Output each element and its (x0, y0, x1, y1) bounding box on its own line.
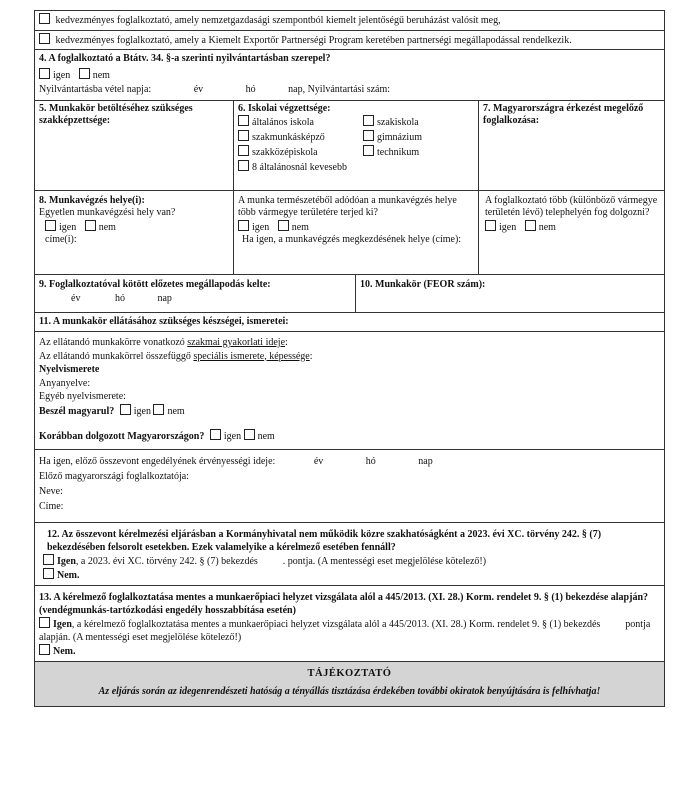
single-place-question: Egyetlen munkavégzési hely van? (39, 207, 176, 218)
year-label: év (193, 84, 204, 95)
form-page (34, 10, 665, 707)
checkbox-yes[interactable] (45, 220, 56, 231)
mother-tongue-label: Anyanyelve: (39, 377, 91, 389)
month-label: hó (245, 84, 256, 95)
section-4 (34, 50, 665, 101)
previous-employer-label: Előző magyarországi foglalkoztatója: (39, 471, 189, 483)
info-banner-title: TÁJÉKOZTATÓ (307, 668, 392, 680)
top-check-row-1 (34, 10, 665, 31)
info-banner-text: Az eljárás során az idegenrendészeti hatóság a tényállás tisztázása érdekében további okiratok benyújtására is felhívhatja! (98, 686, 601, 698)
section-10 (355, 275, 664, 312)
checkbox-yes[interactable] (210, 429, 221, 440)
checkbox-no[interactable] (39, 644, 50, 655)
speaks-hungarian-question: Beszél magyarul? (39, 405, 115, 417)
day-label: nap (157, 293, 172, 304)
checkbox[interactable] (238, 115, 249, 126)
checkbox-no[interactable] (244, 429, 255, 440)
no-label: nem (257, 430, 275, 442)
section-8-left (35, 191, 233, 274)
no-label: nem (167, 405, 185, 417)
section-13 (34, 586, 665, 662)
checkbox[interactable] (39, 33, 50, 44)
text: Az ellátandó munkakörrel összefüggő (39, 350, 194, 362)
yes-detail: , a kérelmező foglalkoztatása mentes a munkaerőpiaci helyzet vizsgálata alól a 445/2013. (XI. 28.) Korm. rendelet 9. § (1) bekezdés pontja alapján. (A mentességi eset megjelölése kötelező!) (39, 619, 653, 644)
checkbox-no[interactable] (79, 68, 90, 79)
multi-site-question: A foglalkoztató több (különböző vármegye területén lévő) telephelyén fog dolgozni? (485, 194, 658, 218)
month-label: hó (365, 456, 376, 468)
checkbox-yes[interactable] (43, 554, 54, 565)
checkbox[interactable] (238, 130, 249, 141)
text: : (309, 350, 313, 362)
registration-date-label: Nyilvántartásba vétel napja: (39, 84, 152, 95)
checkbox-yes[interactable] (238, 220, 249, 231)
section-10-title: 10. Munkakör (FEOR szám): (360, 278, 486, 290)
checkbox-yes[interactable] (485, 220, 496, 231)
checkbox-no[interactable] (525, 220, 536, 231)
address-label: címe(i): (45, 234, 77, 245)
yes-label: igen (499, 221, 517, 233)
edu-option: szakmunkásképző (252, 132, 325, 143)
year-label: év (71, 293, 81, 304)
yes-label: igen (53, 69, 71, 81)
checkbox-no[interactable] (153, 404, 164, 415)
edu-option: 8 általánosnál kevesebb (252, 162, 347, 173)
no-label: Nem. (53, 646, 76, 658)
checkbox-yes[interactable] (39, 68, 50, 79)
name-label: Neve: (39, 486, 63, 498)
no-label: Nem. (57, 570, 80, 582)
checkbox-no[interactable] (85, 220, 96, 231)
no-label: nem (98, 221, 116, 233)
section-7 (478, 101, 664, 190)
section-11-header (34, 313, 665, 333)
section-11-title: 11. A munkakör ellátásához szükséges készségei, ismeretei: (39, 315, 289, 327)
yes-detail: , a 2023. évi XC. törvény 242. § (7) bekezdés . pontja. (A mentességi eset megjelölése kötelező!) (75, 556, 487, 568)
language-heading: Nyelvismerete (39, 364, 100, 376)
section-11-previous (34, 450, 665, 523)
yes-label: Igen (53, 619, 72, 631)
no-label: nem (291, 221, 309, 233)
checkbox-no[interactable] (278, 220, 289, 231)
section-8 (34, 191, 665, 275)
yes-label: Igen (57, 556, 76, 568)
checkbox[interactable] (363, 115, 374, 126)
address-label: Címe: (39, 501, 64, 513)
yes-label: igen (59, 221, 77, 233)
month-label: hó (114, 293, 125, 304)
yes-label: igen (223, 430, 242, 442)
section-5-title: 5. Munkakör betöltéséhez szükséges szakképzettsége: (39, 102, 193, 126)
start-place-label: Ha igen, a munkavégzés megkezdésének helye (címe): (242, 234, 462, 245)
section-13-title: 13. A kérelmező foglalkoztatása mentes a munkaerőpiaci helyzet vizsgálata alól a 445/2013. (XI. 28.) Korm. rendelet 9. § (1) bekezdése alapján? (vendégmunkás-tartózkodási engedély hosszabbítása esetén) (39, 592, 648, 617)
top-check-label-2: kedvezményes foglalkoztató, amely a Kiemelt Exportőr Partnerségi Program keretében partnerségi megállapodással rendelkezik. (55, 34, 572, 46)
other-language-label: Egyéb nyelvismerete: (39, 391, 126, 403)
skills-line (39, 350, 660, 364)
sections-5-6-7 (34, 101, 665, 191)
section-5 (35, 101, 233, 190)
text: Az ellátandó munkakörre vonatkozó (39, 337, 188, 348)
checkbox[interactable] (238, 160, 249, 171)
yes-label: igen (252, 221, 270, 233)
checkbox[interactable] (363, 145, 374, 156)
year-label: év (313, 456, 324, 468)
day-label: nap, Nyilvántartási szám: (288, 84, 391, 95)
info-banner (34, 662, 665, 707)
day-label: nap (418, 456, 433, 468)
section-6-title: 6. Iskolai végzettsége: (238, 102, 331, 114)
checkbox[interactable] (238, 145, 249, 156)
no-label: nem (92, 69, 110, 81)
multi-county-question: A munka természetéből adódóan a munkavégzés helye több vármegye területére terjed ki? (238, 194, 457, 218)
section-7-title: 7. Magyarországra érkezést megelőző foglalkozása: (483, 102, 644, 126)
edu-option: gimnázium (377, 132, 422, 143)
section-12-title: 12. Az összevont kérelmezési eljárásban a Kormányhivatal nem működik közre szakhatóságként a 2023. évi XC. törvény 242. § (7) bekezdésében felsorolt esetekben. Ezek valamelyike a kérelmező esetében fennáll? (47, 529, 602, 554)
worked-in-hungary-question: Korábban dolgozott Magyarországon? (39, 430, 205, 442)
checkbox[interactable] (39, 13, 50, 24)
edu-option: szakközépiskola (252, 147, 318, 158)
section-12 (34, 523, 665, 586)
section-8-mid (233, 191, 478, 274)
section-4-title: 4. A foglalkoztató a Btátv. 34. §-a szerinti nyilvántartásban szerepel? (39, 53, 331, 64)
checkbox-yes[interactable] (39, 617, 50, 628)
edu-option: általános iskola (252, 117, 314, 128)
practice-term: szakmai gyakorlati ideje (187, 337, 286, 348)
checkbox-no[interactable] (43, 568, 54, 579)
previous-permit-label: Ha igen, előző összevont engedélyének érvényességi ideje: (39, 456, 276, 468)
practice-line (39, 336, 660, 350)
top-check-label-1: kedvezményes foglalkoztató, amely nemzetgazdasági szempontból kiemelt jelentőségű beruházást valósít meg, (55, 15, 501, 26)
section-9 (35, 275, 355, 312)
no-label: nem (538, 221, 556, 233)
sections-9-10 (34, 275, 665, 313)
checkbox[interactable] (363, 130, 374, 141)
section-11-body (34, 332, 665, 450)
text: : (285, 337, 288, 348)
section-9-title: 9. Foglalkoztatóval kötött előzetes megállapodás kelte: (39, 278, 271, 290)
checkbox-yes[interactable] (120, 404, 131, 415)
section-6 (233, 101, 478, 190)
top-check-row-2 (34, 31, 665, 51)
section-8-title: 8. Munkavégzés helye(i): (39, 194, 145, 206)
skills-term: speciális ismerete, képessége (193, 350, 310, 362)
section-8-right (478, 191, 664, 274)
edu-option: szakiskola (377, 117, 419, 128)
edu-option: technikum (377, 147, 420, 158)
yes-label: igen (133, 405, 151, 417)
